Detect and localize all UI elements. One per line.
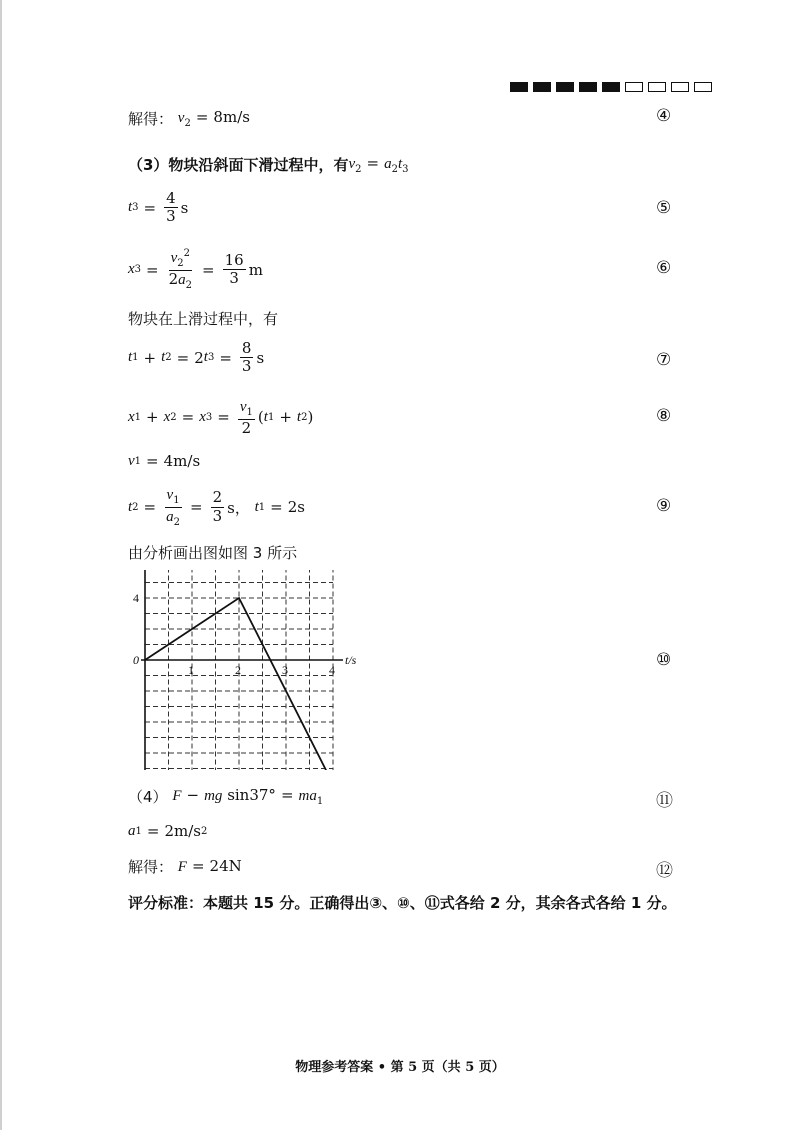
progress-mark-empty (648, 82, 666, 92)
equation-x3-line: x 3 = $\frac{v_2^2}{2a_2}$ = $\frac{16}{3}$ m (128, 248, 263, 291)
equation-t1t2-line: t 1 + t 2 = 2 t 3 = $\frac{8}{3}$ s (128, 339, 265, 376)
solution-v2-line (128, 108, 250, 129)
progress-mark-filled (579, 82, 597, 92)
graph-intro-line (128, 542, 297, 563)
progress-mark-empty (694, 82, 712, 92)
equation-force-line (128, 786, 323, 807)
solution-prefix: 解得： (128, 110, 174, 128)
equation-number-7: ⑦ (656, 350, 672, 370)
x-tick-label: 4 (329, 663, 335, 677)
solution-prefix-2: 解得： (128, 858, 174, 876)
upward-intro: 物块在上滑过程中，有 (128, 310, 279, 328)
progress-mark-filled (510, 82, 528, 92)
equation-number-6: ⑥ (656, 258, 672, 278)
progress-mark-empty (671, 82, 689, 92)
equation-number-4: ④ (656, 106, 672, 126)
equation-number-8: ⑧ (656, 406, 672, 426)
equation-number-10: ⑩ (656, 650, 672, 670)
graph-intro: 由分析画出图如图 3 所示 (128, 544, 298, 562)
x-tick-label: 3 (282, 663, 288, 677)
page-edge (0, 0, 2, 1130)
equation-v1-line: v 1 = 4m/s (128, 452, 201, 470)
equation-x1x2-line: x 1 + x 2 = x 3 = $\frac{v_1}{2}$ ( t 1 + t 2 ) (128, 399, 314, 437)
equation-t3-line: t 3 = $\frac{4}{3}$ s (128, 189, 189, 226)
vt-graph (115, 570, 375, 770)
equation-number-11: ⑪ (656, 791, 673, 811)
equation-t2-line: t 2 = $\frac{v_1}{a_2}$ = $\frac{2}{3}$ s， t 1 = 2s (128, 487, 305, 528)
equation-f: F = 24N (177, 857, 242, 875)
progress-mark-filled (556, 82, 574, 92)
progress-mark-empty (625, 82, 643, 92)
scoring-criteria: 评分标准：本题共 15 分。正确得出③、⑩、⑪式各给 2 分，其余各式各给 1 分。 (128, 894, 677, 912)
part4-prefix: （4） (128, 788, 168, 806)
equation-number-5: ⑤ (656, 198, 672, 218)
y-tick-label: 4 (133, 591, 139, 605)
equation-v2: $v_2 = 8m/s$ (177, 108, 250, 129)
equation-v2-a2t3: $v_2 = a_2t_3$ (348, 154, 409, 175)
solution-f-line (128, 856, 242, 877)
progress-marks (510, 82, 712, 92)
equation-a1-line: a 1 = 2m/s 2 (128, 822, 208, 840)
x-tick-label: 2 (235, 663, 241, 677)
x-tick-label: 1 (188, 663, 194, 677)
upward-intro-line (128, 308, 278, 329)
x-axis-label: t/s (345, 653, 357, 667)
part3-intro: （3）物块沿斜面下滑过程中，有 (128, 156, 349, 174)
progress-mark-filled (533, 82, 551, 92)
page-footer: 物理参考答案 • 第 5 页（共 5 页） (295, 1060, 505, 1075)
equation-number-12: ⑫ (656, 861, 673, 881)
part3-intro-line (128, 154, 409, 175)
progress-mark-filled (602, 82, 620, 92)
y-tick-label: 0 (133, 653, 139, 667)
equation-number-9: ⑨ (656, 496, 672, 516)
equation-force: F − mg $\sin 37^\circ = ma_1$ (172, 786, 324, 807)
